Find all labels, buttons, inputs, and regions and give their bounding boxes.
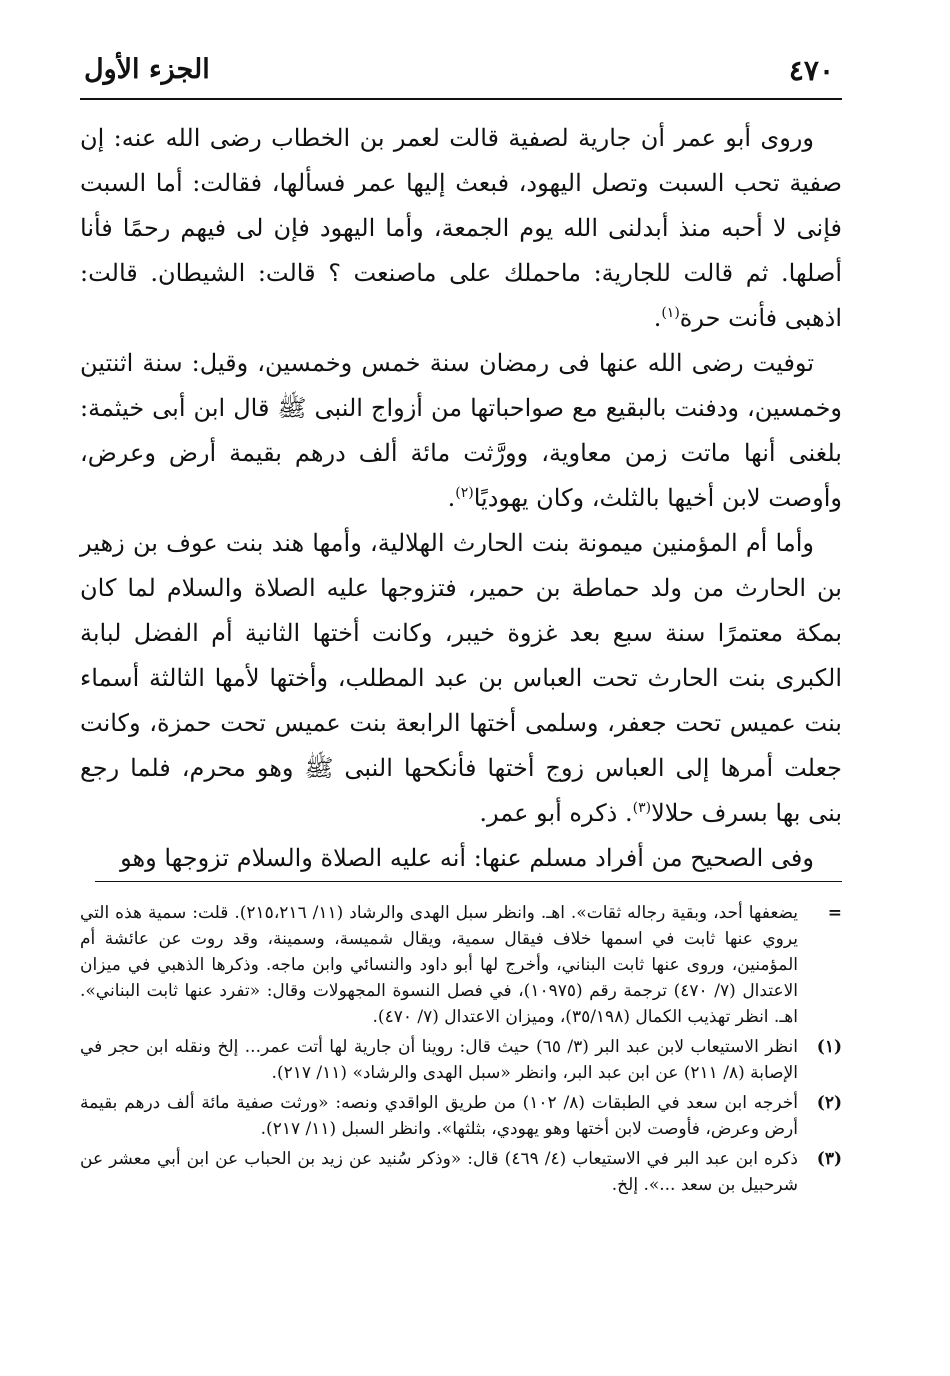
paragraph	[80, 341, 842, 521]
footnote-3	[80, 1146, 842, 1198]
paragraph-last	[95, 836, 842, 882]
main-text	[80, 116, 842, 882]
paragraph-end: .	[653, 304, 662, 332]
footnote-marker: (١)	[816, 1037, 842, 1057]
footnote-ref: (٣)	[632, 800, 652, 816]
paragraph-text: وروى أبو عمر أن جارية لصفية قالت لعمر بن الخطاب رضى الله عنه: إن صفية تحب السبت وتصل اليهود، فبعث إليها عمر فسألها، فقالت: أما السبت فإنى لا أحبه منذ أبدلنى الله يوم الجمعة، وأما اليهود فإن لى فيهم رحمًا فأنا أصلها. ثم قالت للجارية: ماحملك على ماصنعت ؟ قالت: الشيطان. قالت: اذهبى فأنت حرة	[80, 124, 843, 332]
paragraph	[80, 116, 842, 341]
footnotes	[80, 900, 842, 1198]
footnote-ref: (١)	[661, 305, 680, 321]
paragraph-end: .	[447, 484, 456, 512]
footnote-2	[80, 1090, 842, 1142]
page-number: ٤٧٠	[788, 54, 834, 87]
footnote-marker: =	[827, 903, 842, 923]
footnote-1	[80, 1034, 842, 1086]
paragraph-end: . ذكره أبو عمر.	[479, 799, 633, 827]
footnote-text: يضعفها أحد، وبقية رجاله ثقات». اهـ. وانظر سبل الهدى والرشاد (١١/ ٢١٥،٢١٦). قلت: سمية هذه التي يروي عنها ثابت في اسمها خلاف فيقال سمية، ويقال شميسة، وسمينة، وقد روت عن عائشة أم المؤمنين، وروى عنها ثابت البناني، وأخرج لها أبو داود والنسائي وابن ماجه. وذكرها الذهبي في ميزان الاعتدال (٧/ ٤٧٠) ترجمة رقم (١٠٩٧٥)، في فصل النسوة المجهولات وقال: «تفرد عنها ثابت البناني». اهـ. انظر تهذيب الكمال (٣٥/١٩٨)، وميزان الاعتدال (٧/ ٤٧٠).	[80, 903, 799, 1027]
running-header	[80, 50, 842, 100]
paragraph	[80, 521, 842, 836]
footnote-ref: (٢)	[455, 485, 474, 501]
footnote-marker: (٢)	[816, 1093, 842, 1113]
paragraph-text: وفى الصحيح من أفراد مسلم عنها: أنه عليه الصلاة والسلام تزوجها وهو	[120, 844, 814, 872]
footnote-continuation	[80, 900, 842, 1030]
footnote-text: انظر الاستيعاب لابن عبد البر (٣/ ٦٥) حيث قال: روينا أن جارية لها أتت عمر... إلخ ونقله ابن حجر في الإصابة (٨/ ٢١١) عن ابن عبد البر، وانظر «سبل الهدى والرشاد» (١١/ ٢١٧).	[80, 1037, 798, 1083]
footnote-marker: (٣)	[816, 1149, 842, 1169]
book-page	[80, 50, 842, 1202]
book-part-title: الجزء الأول	[84, 54, 210, 85]
paragraph-text: توفيت رضى الله عنها فى رمضان سنة خمس وخمسين، وقيل: سنة اثنتين وخمسين، ودفنت بالبقيع مع صواحباتها من أزواج النبى ﷺ قال ابن أبى خيثمة: بلغنى أنها ماتت زمن معاوية، وورَّثت مائة ألف درهم بقيمة أرض وعرض، وأوصت لابن أخيها بالثلث، وكان يهوديًا	[80, 349, 842, 512]
paragraph-text: وأما أم المؤمنين ميمونة بنت الحارث الهلالية، وأمها هند بنت عوف بن زهير بن الحارث من ولد حماطة بن حمير، فتزوجها عليه الصلاة والسلام لما كان بمكة معتمرًا سنة سبع بعد غزوة خيبر، وكانت أختها الثانية أم الفضل لبابة الكبرى بنت الحارث تحت العباس بن عبد المطلب، وأختها لأمها الثالثة أسماء بنت عميس تحت جعفر، وسلمى أختها الرابعة بنت عميس تحت حمزة، وكانت جعلت أمرها إلى العباس زوج أختها فأنكحها النبى ﷺ وهو محرم، فلما رجع بنى بها بسرف حلالا	[80, 529, 842, 827]
footnote-text: ذكره ابن عبد البر في الاستيعاب (٤/ ٤٦٩) قال: «وذكر سُنيد عن زيد بن الحباب عن ابن أبي معشر عن شرحبيل بن سعد ...». إلخ.	[80, 1149, 798, 1195]
footnote-text: أخرجه ابن سعد في الطبقات (٨/ ١٠٢) من طريق الواقدي ونصه: «ورثت صفية مائة ألف درهم بقيمة أرض وعرض، فأوصت لابن أختها وهو يهودي، بثلثها». وانظر السبل (١١/ ٢١٧).	[80, 1093, 798, 1139]
